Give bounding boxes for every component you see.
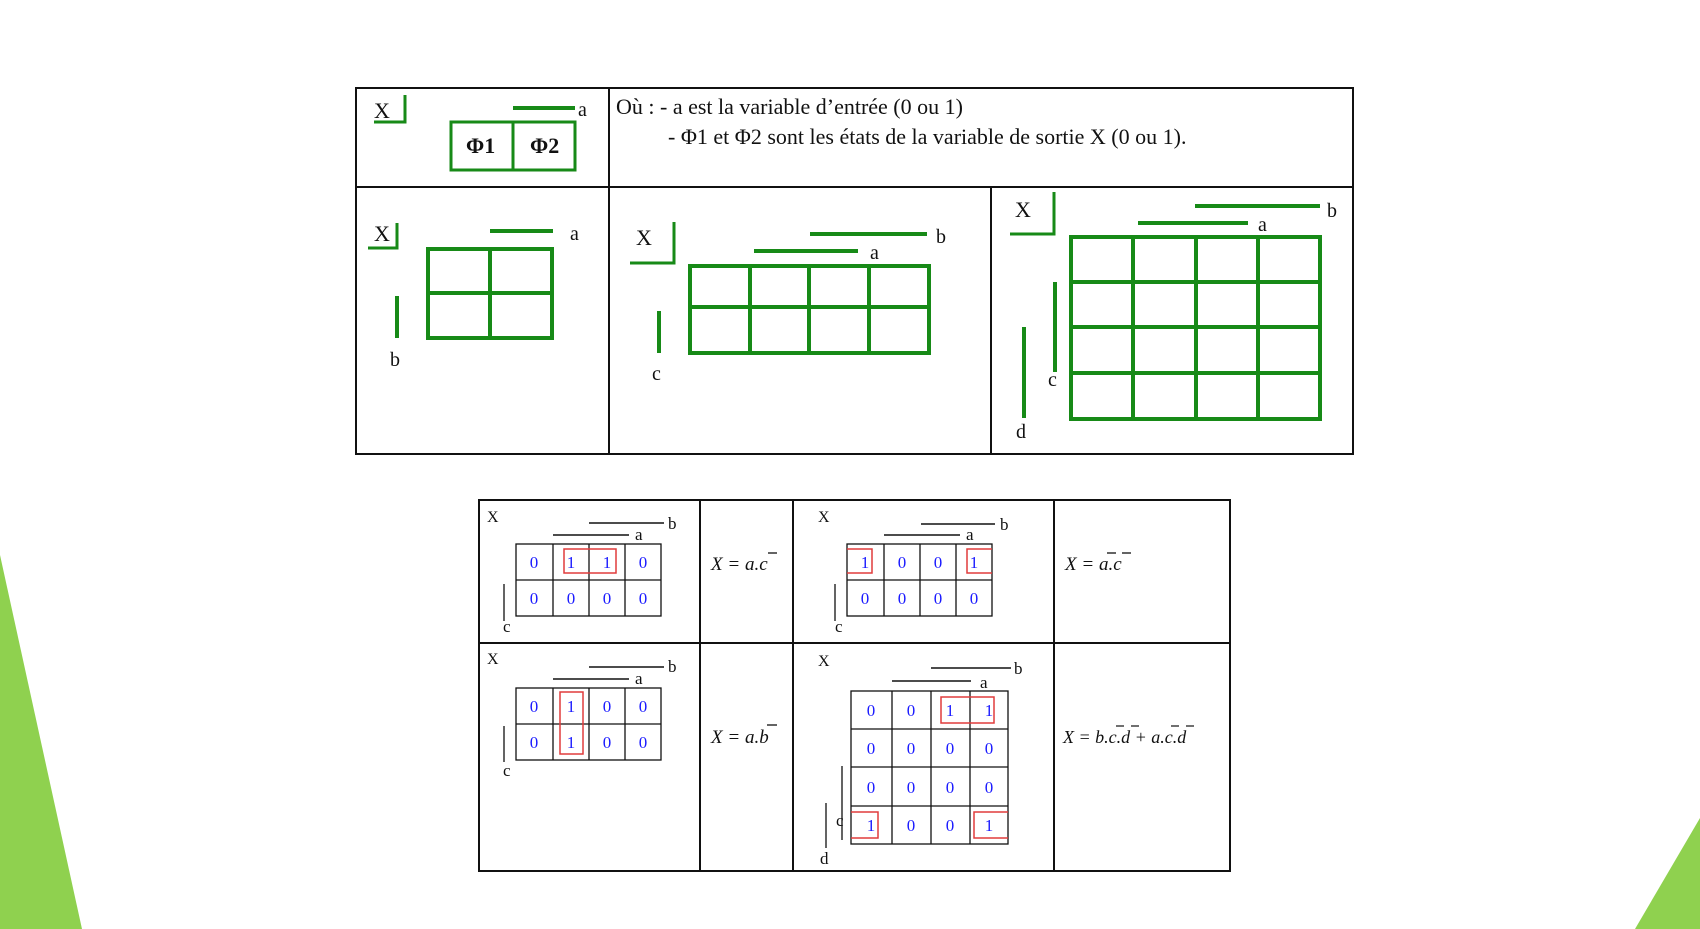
equation-2 xyxy=(1064,553,1131,575)
equation-4 xyxy=(1062,726,1194,747)
ex3-a-label: a xyxy=(635,669,643,688)
ex1-a-label: a xyxy=(635,525,643,544)
kmap-cell: 0 xyxy=(638,589,648,608)
ex1-x-label: X xyxy=(487,509,499,526)
eq1-rhs: a.c xyxy=(744,554,768,575)
ex4-a-label: a xyxy=(980,673,988,692)
kmap-cell: 1 xyxy=(566,697,576,716)
description-line-2: - Φ1 et Φ2 sont les états de la variable de sortie X (0 ou 1). xyxy=(668,124,1187,149)
kmap-cell: 1 xyxy=(602,553,612,572)
map4-x-label: X xyxy=(1015,197,1031,222)
kmap-cell: 0 xyxy=(906,701,916,720)
kmap-cell: 0 xyxy=(866,778,876,797)
kmap-cell: 0 xyxy=(638,553,648,572)
eq1-lhs: X = xyxy=(711,554,745,575)
description-line-1: Où : - a est la variable d’entrée (0 ou 1) xyxy=(616,94,963,119)
ex2-x-label: X xyxy=(818,509,830,526)
eq2-rhs: a.c xyxy=(1098,554,1122,575)
example-map-2 xyxy=(818,509,1009,636)
legend-phi1: Φ1 xyxy=(466,133,496,158)
legend-a-label: a xyxy=(578,99,587,121)
kmap-cell: 0 xyxy=(897,553,907,572)
kmap-cell: 0 xyxy=(984,739,994,758)
ex1-b-label: b xyxy=(668,514,677,533)
kmap-cell: 0 xyxy=(529,697,539,716)
eq3-rhs: a.b xyxy=(744,727,769,748)
map4-d-label: d xyxy=(1016,421,1026,443)
ex1-c-label: c xyxy=(503,617,511,636)
eq3-lhs: X = xyxy=(711,727,745,748)
kmap-cell: 0 xyxy=(529,553,539,572)
ex2-a-label: a xyxy=(966,525,974,544)
kmap-cell: 1 xyxy=(866,816,876,835)
svg-text:X = a.c xyxy=(1064,554,1122,575)
example-map-3 xyxy=(487,651,677,780)
ex3-c-label: c xyxy=(503,761,511,780)
ex3-b-label: b xyxy=(668,657,677,676)
map3-x-label: X xyxy=(636,225,652,250)
kmap-cell: 0 xyxy=(529,589,539,608)
kmap-cell: 0 xyxy=(906,778,916,797)
kmap-cell: 0 xyxy=(602,697,612,716)
eq4-text: X = b.c.d + a.c.d xyxy=(1063,727,1187,747)
kmap-cell: 0 xyxy=(969,589,979,608)
kmap-cell: 1 xyxy=(860,553,870,572)
kmap-cell: 0 xyxy=(933,589,943,608)
example-map-1 xyxy=(487,509,677,636)
kmap-cell: 0 xyxy=(906,816,916,835)
map3-c-label: c xyxy=(652,363,661,385)
kmap-cell: 1 xyxy=(984,816,994,835)
svg-text:X = a.b xyxy=(710,727,769,748)
kmap-cell: 0 xyxy=(945,739,955,758)
kmap-cell: 1 xyxy=(945,701,955,720)
ex4-c-label: c xyxy=(836,811,844,830)
map2-x-label: X xyxy=(374,221,390,246)
kmap-cell: 0 xyxy=(529,733,539,752)
legend-x-label: X xyxy=(374,98,390,123)
kmap-cell: 1 xyxy=(984,701,994,720)
example-map-4 xyxy=(818,653,1023,868)
map3-a-label: a xyxy=(870,242,879,264)
kmap-cell: 0 xyxy=(638,697,648,716)
kmap-cell: 0 xyxy=(897,589,907,608)
kmap-cell: 1 xyxy=(566,733,576,752)
legend-phi2: Φ2 xyxy=(530,133,560,158)
kmap-cell: 0 xyxy=(984,778,994,797)
map4-a-label: a xyxy=(1258,214,1267,236)
kmap-cell: 0 xyxy=(933,553,943,572)
kmap-cell: 0 xyxy=(866,739,876,758)
kmap-cell: 0 xyxy=(945,816,955,835)
kmap-cell: 0 xyxy=(602,589,612,608)
map2-a-label: a xyxy=(570,223,579,245)
kmap-cell: 0 xyxy=(638,733,648,752)
ex2-c-label: c xyxy=(835,617,843,636)
map4-b-label: b xyxy=(1327,200,1337,222)
kmap-cell: 1 xyxy=(566,553,576,572)
ex3-x-label: X xyxy=(487,651,499,668)
kmap-cell: 0 xyxy=(866,701,876,720)
map4-c-label: c xyxy=(1048,369,1057,391)
map3-b-label: b xyxy=(936,226,946,248)
eq2-lhs: X = xyxy=(1065,554,1099,575)
kmap-cell: 1 xyxy=(969,553,979,572)
ex4-b-label: b xyxy=(1014,659,1023,678)
kmap-cell: 0 xyxy=(906,739,916,758)
kmap-cell: 0 xyxy=(860,589,870,608)
ex4-d-label: d xyxy=(820,849,829,868)
ex4-x-label: X xyxy=(818,653,830,670)
svg-text:X = a.c xyxy=(710,554,768,575)
equation-1 xyxy=(710,553,777,575)
ex2-b-label: b xyxy=(1000,515,1009,534)
kmap-cell: 0 xyxy=(566,589,576,608)
kmap-cell: 0 xyxy=(602,733,612,752)
kmap-cell: 0 xyxy=(945,778,955,797)
equation-3 xyxy=(710,725,777,748)
map2-b-label: b xyxy=(390,349,400,371)
